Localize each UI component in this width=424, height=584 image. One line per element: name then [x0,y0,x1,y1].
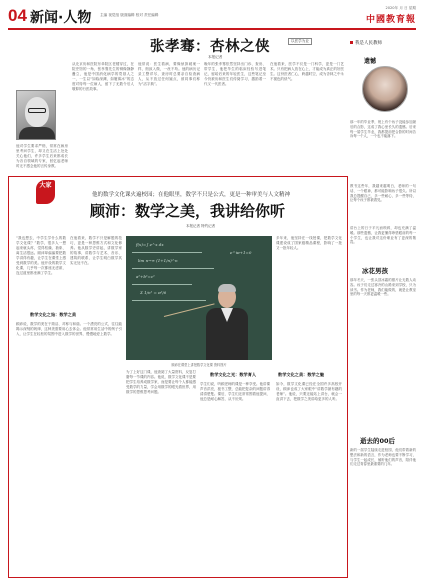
issue-date: 2020年 月 日 星期 [385,6,416,10]
top-article-title: 张孝骞：杏林之侠 [150,38,270,55]
editor-credits: 主编 视觉组 版面编辑 校对 责任编辑 [100,13,159,17]
main-article-column: 多年来，他坚持在一线授课，把数学文化课建设成了国家级精品课程，影响了一批又一批年轻人。 [276,236,342,250]
column-heading: 冰花男孩 [362,267,388,275]
masthead-logo: 中國教育報 [365,15,416,25]
column-label: 我是人民教师 [350,40,382,46]
main-article-byline: 本报记者 特约记者 [186,224,216,228]
column-paragraph: 那一年的毕业季，班上有个孩子没能参加最后的合影，这成了我心里长久的遗憾。后来每一届学生毕业，我都提前把合影的时间告诉每一个人，一个也不能落下。 [350,120,416,139]
section-title: 新闻·人物 [30,10,92,26]
column-paragraph: 讲台上的日子平凡而琐碎，却也充满了温暖。那些遗憾，让我更懂得珍惜眼前的每一个学生，也让我对这份职业有了更深的敬畏。 [350,226,416,245]
main-article-column: “我也想去，中学生学什么的数学文化课？”数学，很多人一想起来就头疼，觉得枯燥、抽象、离生活很远。顾沛却偏偏要把数学讲得有趣，让学生在课堂上感受到数学的美。他开设的数学文化课，几乎每一次都座无虚席，连过道里都坐满了学生。 [16,236,66,275]
top-article-column: 他对学生要求严格，常常在病房里考问学生，却又在生活上处处关心他们，许多学生后来都成长为各自领域的专家，回忆起老师时无不感念他的言传身教。 [16,144,68,168]
author-avatar [362,66,408,112]
category-badge: 大家 [36,180,55,204]
column-paragraph: 教书这些年，我越来越明白，老师的一句话、一个眼神，都可能影响孩子很久。所以我总提醒自己，多一些耐心，多一些等待，让每个孩子都被看见。 [350,184,416,203]
main-article-column: 顾沛说，数学的美在于简洁、对称与和谐。一个漂亮的公式，往往能揭示深刻的规律，这种美需要用心去体会。他常常用生活中的例子引入，让学生在轻松的氛围中进入数学的世界，慢慢地爱上数学。 [16,322,122,336]
portrait-photo [16,90,56,140]
photo-caption: 顾沛在课堂上讲授数学文化课 资料图片 [171,363,227,367]
main-article-title: 顾沛：数学之美，我讲给你听 [90,202,286,220]
top-article-tag: 以医学为业 [288,38,312,45]
page-number: 04 [8,6,27,25]
top-article-column: 从北京协和医院东单院区老楼穿过，在院史馆的一角，张孝骞先生的铜像静静矗立，他是中国消化病学的奠基人之一，一生以“如临深渊，如履薄冰”的态度对待每一位病人，留下了无数令后人敬仰的行医故事。 [72,62,134,91]
classroom-photo: f(x)=∫ e^x dx lim n→∞ (1+1/n)^n a²+b²=c² Σ 1/n² = π²/6 e^iπ+1=0 [126,236,272,360]
right-column [350,32,416,578]
column-paragraph: 新的一届学生陆续走进校园，他们带着新的想法和新的语言，作为老师也要不断学习，与学生一起成长，倾听他们的声音，陪伴他们走过青春里最重要的几年。 [350,448,416,467]
section-subhead: 数学文化之美：数学之魅 [278,372,325,377]
main-article-column: 为了上好这门课，他查阅了大量资料，反复打磨每一节课的内容。他说，数学文化课不是要把学生培养成数学家，而是要让每个人都能感受数学的力量，学会用数学的眼光看世界，用数学的思维思考问题。 [126,370,196,394]
column-paragraph: 那年冬天，一张头顶冰霜的照片让无数人动容。孩子们走过寒冷的山路来到学校，只为读书。作为老师，我们能做的，就是让教室里的每一天都更温暖一些。 [350,278,416,297]
top-article-column: 在他看来，医学不仅是一门科学，更是一门艺术。只有把病人放在心上，才能成为真正的好医生。这份医者仁心，跨越时空，成为杏林之中永不褪色的侠气。 [270,62,344,81]
top-article-column: 晚年的张孝骞依然坚持出门诊、查房、带学生，他把毕生的临床经验写进笔记，留给后来的年轻医生，这些笔记至今仍被协和医生们传阅学习，激励着一代又一代医者。 [204,62,266,86]
column-title: 遗憾 [364,58,377,65]
main-article-column: 学生们说，听顾老师的课是一种享受。他讲课声音洪亮，板书工整，总能把复杂的问题讲得清清楚楚。课后，学生们还常常围着他提问，他总是耐心解答，从不厌烦。 [200,382,270,401]
top-article-author: 本报记者 [208,55,223,59]
main-article-column: 如今，数学文化课已经在全国许多高校开设，顾沛也成了大家眼中“讲数学最有趣的老师”。他说，只要还能站上讲台，就会一直讲下去，把数学之美讲给更多的人听。 [276,382,342,401]
main-article-subtitle: 他的数学文化课火遍校园；在他眼里，数学不只是公式，更是一种审美与人文精神 [92,192,291,198]
section-subhead: 数学文化之始：数学之美 [30,312,77,317]
top-article-column: 他常说：医生看病，要像侦探破案一样，细致入微，一丝不苟。他的病历记录工整详尽，查房时总要亲自检查病人，从不放过任何疑点，被同事们称为“活字典”。 [138,62,200,86]
header-rule [8,28,416,30]
main-article-column: 在他看来，数学不只是解题的技巧，更是一种思维方式和文化修养。他从数学史讲起，讲数学家的故事，讲数学与艺术、音乐、建筑的联系，让学生明白数学其实无处不在。 [70,236,122,265]
section-subhead: 数学文化之光：数学育人 [210,372,257,377]
column-heading: 逝去的00后 [360,437,396,445]
page-header [8,6,416,28]
